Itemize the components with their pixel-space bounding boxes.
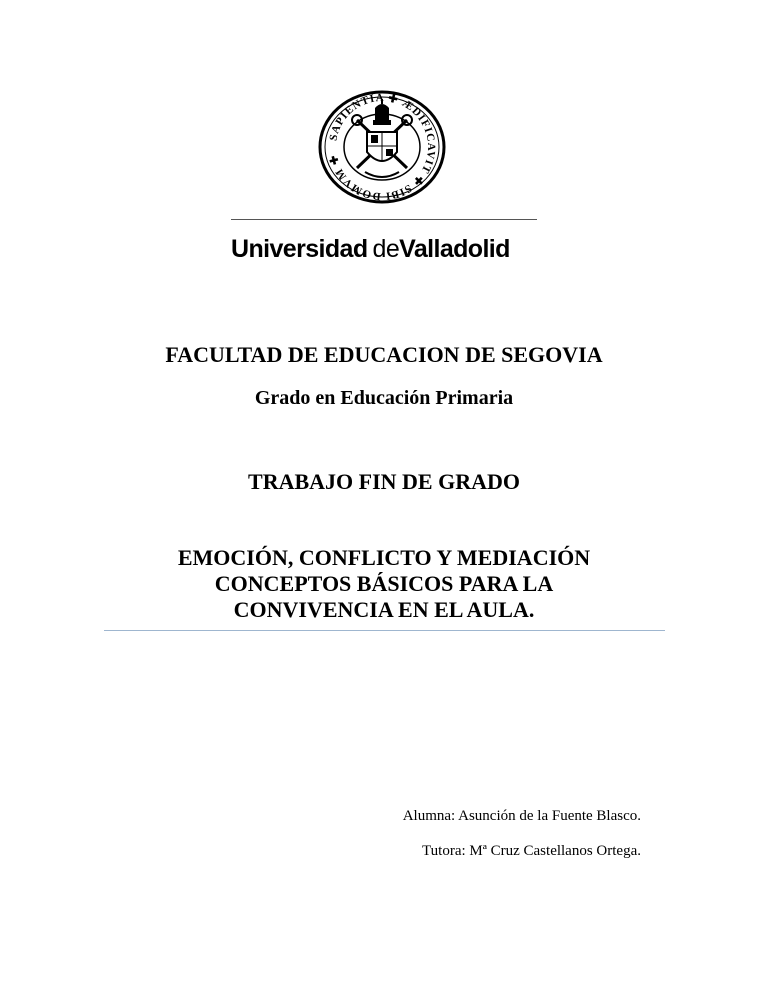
thesis-title-line: CONVIVENCIA EN EL AULA. (233, 597, 535, 622)
tutor-name: Tutora: Mª Cruz Castellanos Ortega. (422, 843, 641, 859)
thesis-title (0, 545, 768, 623)
title-divider (104, 630, 665, 631)
university-seal (315, 90, 449, 204)
logo-divider (231, 219, 537, 220)
wordmark-valladolid: Valladolid (399, 235, 510, 263)
svg-text:SAPIENTIA ✚ ÆDIFICAVIT ✚ SIBI: SAPIENTIA ✚ ÆDIFICAVIT ✚ SIBI DOMVM ✚ (327, 91, 438, 203)
student-name: Alumna: Asunción de la Fuente Blasco. (402, 808, 641, 824)
university-wordmark (231, 233, 551, 265)
faculty-name: FACULTAD DE EDUCACION DE SEGOVIA (165, 342, 603, 367)
degree-name: Grado en Educación Primaria (254, 387, 514, 409)
seal-emblem-icon (315, 90, 449, 204)
document-type: TRABAJO FIN DE GRADO (248, 469, 520, 494)
wordmark-de: de (372, 235, 400, 263)
thesis-title-line: EMOCIÓN, CONFLICTO Y MEDIACIÓN (177, 545, 591, 570)
thesis-title-line: CONCEPTOS BÁSICOS PARA LA (214, 571, 554, 596)
wordmark-universidad: Universidad (231, 235, 368, 263)
